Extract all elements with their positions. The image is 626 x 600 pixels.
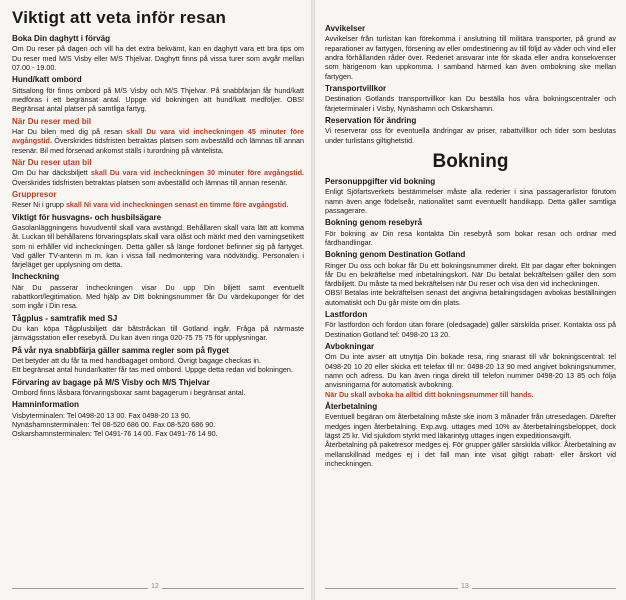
highlighted-text: skall Du vara vid incheckningen 30 minuter före avgångstid. [90,168,304,178]
body-text: Vi reserverar oss för eventuella ändringar av priser, rabattvillkor och tider som beslutas under turlistans giltighetstid. [325,126,616,145]
section-heading: Hund/katt ombord [12,75,82,85]
page-number: 12 [148,583,162,590]
section-heading: Boka Din daghytt i förväg [12,34,111,43]
info-section [12,378,304,398]
page-footer [325,584,616,594]
left-page [0,0,311,600]
body-text: Visbyterminalen: Tel 0498-20 13 00. Fax 0498-20 13 90. Nynäshamnsterminalen: Tel 08-520 686 00. Fax 08-520 686 90. Oskarshamnsterminalen: Tel 0491-76 14 00. Fax 0491-76 14 90. [12,410,218,439]
info-section [325,177,616,215]
page-title: Viktigt att veta inför resan [12,8,227,27]
left-sections [12,34,304,439]
info-section [325,84,616,113]
highlighted-text: skall Du vara vid incheckningen 45 minuter före avgångstid. [12,127,304,146]
section-body [12,86,304,114]
info-section [12,158,304,187]
body-text: Reser Ni i grupp [12,200,66,210]
info-section [325,250,616,307]
section-body [12,356,304,375]
section-body [325,187,616,215]
info-section [325,342,616,399]
right-sections-top [325,24,616,145]
info-section [325,116,616,145]
info-section [325,310,616,339]
body-text: Har Du bilen med dig på resan [12,127,127,136]
section-body [325,229,616,248]
info-section [12,75,304,113]
body-text: Destination Gotlands transportvillkor kan Du beställa hos våra bokningscentraler och färjeterminaler i Visby, Nynäshamn och Oskarshamn. [325,94,616,113]
section-heading: Viktigt för husvagns- och husbilsägare [12,212,162,222]
section-heading: Reservation för ändring [325,115,417,125]
section-body [12,388,304,397]
section-body [12,411,304,439]
right-page [315,0,626,600]
info-section [12,272,304,310]
info-section [325,218,616,247]
body-text: Om Du har däcksbiljett [12,168,91,178]
body-text: För lastfordon och fordon utan förare (oledsagade) gäller särskilda priser. Kontakta oss på Destination Gotland tel: 0498-20 13 20. [325,320,616,339]
section-body [325,34,616,80]
info-section [12,190,304,210]
section-heading: Avvikelser [325,24,366,33]
body-text: Avvikelser från turlistan kan förekomma i anslutning till militära transporter, på grund av reparationer av fartygen, försening av eller omdestinering av till följd av väder och vind eller andra förhållanden råder över. Rederiet ansvarar inte för skada eller andra konsekvenser som härigenom kan uppkomma. I samband härmed kan även ombokning ske mellan fartygen. [325,34,616,81]
body-text: Överskrides tidsfristen betraktas platsen som avbeställd och lämnas till annan resenär. [12,177,288,187]
section-body [325,94,616,113]
info-section [12,213,304,270]
section-heading: Bokning genom Destination Gotland [325,250,466,260]
page-number: 13 [458,583,472,590]
right-sections-bottom [325,177,616,468]
section-heading: Avbokningar [325,342,375,352]
highlighted-text: När Du skall avboka ha alltid ditt bokningsnummer till hands. [325,389,534,399]
section-heading: Gruppresor [12,189,57,199]
section-body [325,320,616,339]
section-body [325,412,616,468]
page-footer [12,584,304,594]
info-section [12,314,304,343]
section-body [12,324,304,343]
section-heading: När Du reser utan bil [12,157,92,167]
body-text: Ringer Du oss och bokar får Du ett bokningsnummer direkt. Ett par dagar efter bokningen får Du en bekräftelse med inbetalningskort. När Du betalat bekräftelsen gäller den som färdbiljett. Du måste ta med bekräftelsen när Du reser och visa den vid incheckningen. OBS! Betalas inte bekräftelsen senast det angivna betalningsdagen avbokas beställningen automatiskt och Du går miste om din plats. [325,260,616,307]
section-body [12,200,304,209]
section-heading: Bokning genom resebyrå [325,218,423,228]
section-body [12,283,304,311]
body-text: Överskrides tidsfristen betraktas platsen som avbeställd och lämnas till annan resenär. Bil med försenad ankomst ställs i turordning på väntelista. [12,136,304,155]
section-heading: Personuppgifter vid bokning [325,176,436,186]
info-section [12,346,304,375]
section-body [325,126,616,145]
section-body [12,127,304,155]
info-section [12,34,304,72]
info-section [12,117,304,155]
section-heading: Incheckning [12,272,60,282]
section-heading: Lastfordon [325,310,368,320]
bokning-title: Bokning [432,150,509,172]
section-body [12,168,304,187]
section-heading: Återbetalning [325,401,378,411]
section-body [12,223,304,269]
section-heading: På vår nya snabbfärja gäller samma regler som på flyget [12,345,229,355]
section-heading: Tågplus - samtrafik med SJ [12,313,118,323]
highlighted-text: skall Ni vara vid incheckningen senast en timme före avgångstid. [65,200,289,210]
body-text: Sittsalong för finns ombord på M/S Visby och M/S Thjelvar. På snabbfärjan får hund/katt medföras i ett begränsat antal. Uppge vid bokningen att hund/katt medföljer. OBS! Begränsat antal platser på samtliga fartyg. [12,85,304,114]
body-text: Ombord finns låsbara förvaringsboxar samt bagagerum i begränsat antal. [12,388,246,398]
section-heading: Hamninformation [12,400,79,410]
body-text: Eventuell begäran om återbetalning måste ske inom 3 månader från utresedagen. Därefter medges ingen återbetalning. Exp.avg. uttages med 10% av återbetalningsbeloppet, dock lägst 25 kr. Vid sjukdom styrkt med läkarintyg uttages ingen expeditionsavgift. Återbetalning på paketresor medges ej. För grupper gäller särskilda villkor. Återbetalning av mellanskillnad medges ej i det fall man inte visat giltigt rabatt- eller årskort vid incheckningen. [325,412,616,468]
section-body [12,44,304,72]
section-heading: Transportvillkor [325,83,387,93]
body-text: Om Du inte avser att utnyttja Din bokade resa, ring snarast till vår bokningscentral: tel 0498-20 10 20 eller skicka ett telefax till nr: 0498-20 13 90 med angivet bokningsnummer, namn och adress. Du kan även ringa direkt till telefon nummer 0498-20 13 85 och följa anvisningarna för automatisk avbokning. [325,352,616,390]
info-section [325,24,616,81]
info-section [325,402,616,468]
body-text: För bokning av Din resa kontakta Din resebyrå som bokar resan och ordnar med färdhandlingar. [325,228,616,247]
info-section [12,400,304,438]
section-heading: Förvaring av bagage på M/S Visby och M/S Thjelvar [12,377,210,387]
section-heading: När Du reser med bil [12,116,92,126]
body-text: Du kan köpa Tågplusbiljett där båtstråckan till Gotland ingår. Fråga på närmaste järnvägsstation eller resebyrå. Du kan även ringa 020-75 75 75 för upplysningar. [12,324,304,343]
body-text: Gasolanläggningens huvudventil skall vara avstängd. Behållaren skall vara lätt att komma åt. Luckan till behållarens förvaringsplats skall vara olåst och märkt med den varningsetikett som ni erhåller vid incheckningen. Detta gäller så länge fordonet befinner sig på fartyget. Vad gäller TV-antenn m m. kan i vissa fall nedmontering vara nödvändig. Personalen i färjeläget ger upplysning om detta. [12,223,304,270]
body-text: Det betyder att du får ta med handbagaget ombord. Övrigt bagage checkas in. Ett begränsat antal hundar/katter får tas med ombord. Uppge detta redan vid bokningen. [12,356,293,375]
section-body [325,261,616,307]
body-text: När Du passerar incheckningen visar Du upp Din biljett samt eventuellt rabattkort/legitimation. Med hjälp av Ditt bokningsnummer får Du värdekuponger för det som ingår i Din resa. [12,282,304,311]
body-text: Om Du reser på dagen och vill ha det extra bekvämt, kan en daghytt vara ett bra tips om Du reser med M/S Visby eller M/S Thjelvar. Daghytt finns på vissa turer som avgår mellan 07.00 - 19.00. [12,44,304,72]
body-text: Enligt Sjöfartsverkets bestämmelser måste alla rederier i sina passagerarlistor förutom namn även ange födelseår, nationalitet samt eventuellt handikapp. Detta gäller samtliga passagerare. [325,187,616,215]
section-body [325,352,616,398]
